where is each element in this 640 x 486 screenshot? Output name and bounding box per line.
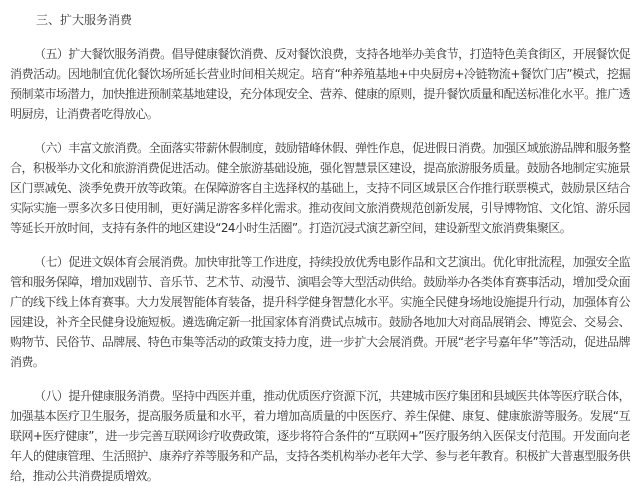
paragraph-catering: （五）扩大餐饮服务消费。倡导健康餐饮消费、反对餐饮浪费，支持各地举办美食节，打造特色美食街区，开展餐饮促消费活动。因地制宜优化餐饮场所延长营业时间相关规定。培育“种养殖基地+中央厨房+冷链物流+餐饮门店”模式，挖掘预制菜市场潜力，加快推进预制菜基地建设，充分体现安全、营养、健康的原则，提升餐饮质量和配送标准化水平。推广透明厨房，让消费者吃得放心。 bbox=[10, 47, 630, 121]
paragraph-culture-tourism: （六）丰富文旅消费。全面落实带薪休假制度，鼓励错峰休假、弹性作息，促进假日消费。加强区域旅游品牌和服务整合，积极举办文化和旅游消费促进活动。健全旅游基础设施，强化智慧景区建设，提高旅游服务质量。鼓励各地制定实施景区门票减免、淡季免费开放等政策。在保障游客自主选择权的基础上，支持不同区域景区合作推行联票模式，鼓励景区结合实际实施一票多次多日使用制，更好满足游客多样化需求。推动夜间文旅消费规范创新发展，引导博物馆、文化馆、游乐园等延长开放时间，支持有条件的地区建设“24小时生活圈”。打造沉浸式演艺新空间，建设新型文旅消费集聚区。 bbox=[10, 141, 630, 235]
paragraph-entertainment-sports: （七）促进文娱体育会展消费。加快审批等工作进度，持续投放优秀电影作品和文艺演出。优化审批流程，加强安全监管和服务保障，增加戏剧节、音乐节、艺术节、动漫节、演唱会等大型活动供给。鼓励举办各类体育赛事活动，增加受众面广的线下线上体育赛事。大力发展智能体育装备，提升科学健身智慧化水平。实施全民健身场地设施提升行动，加强体育公园建设，补齐全民健身设施短板。遴选确定新一批国家体育消费试点城市。鼓励各地加大对商品展销会、博览会、交易会、购物节、民俗节、品牌展、特色市集等活动的政策支持力度，进一步扩大会展消费。开展“老字号嘉年华”等活动，促进品牌消费。 bbox=[10, 255, 630, 369]
paragraph-health-services: （八）提升健康服务消费。坚持中西医并重，推动优质医疗资源下沉，共建城市医疗集团和县域医共体等医疗联合体，加强基本医疗卫生服务，提高服务质量和水平，着力增加高质量的中医医疗、养生保健、康复、健康旅游等服务。发展“互联网+医疗健康”，进一步完善互联网诊疗收费政策，逐步将符合条件的“互联网+”医疗服务纳入医保支付范围。开发面向老年人的健康管理、生活照护、康养疗养等服务和产品，支持各类机构举办老年大学、参与老年教育。积极扩大普惠型服务供给，推动公共消费提质增效。 bbox=[10, 389, 630, 483]
section-heading: 三、扩大服务消费 bbox=[36, 13, 133, 27]
